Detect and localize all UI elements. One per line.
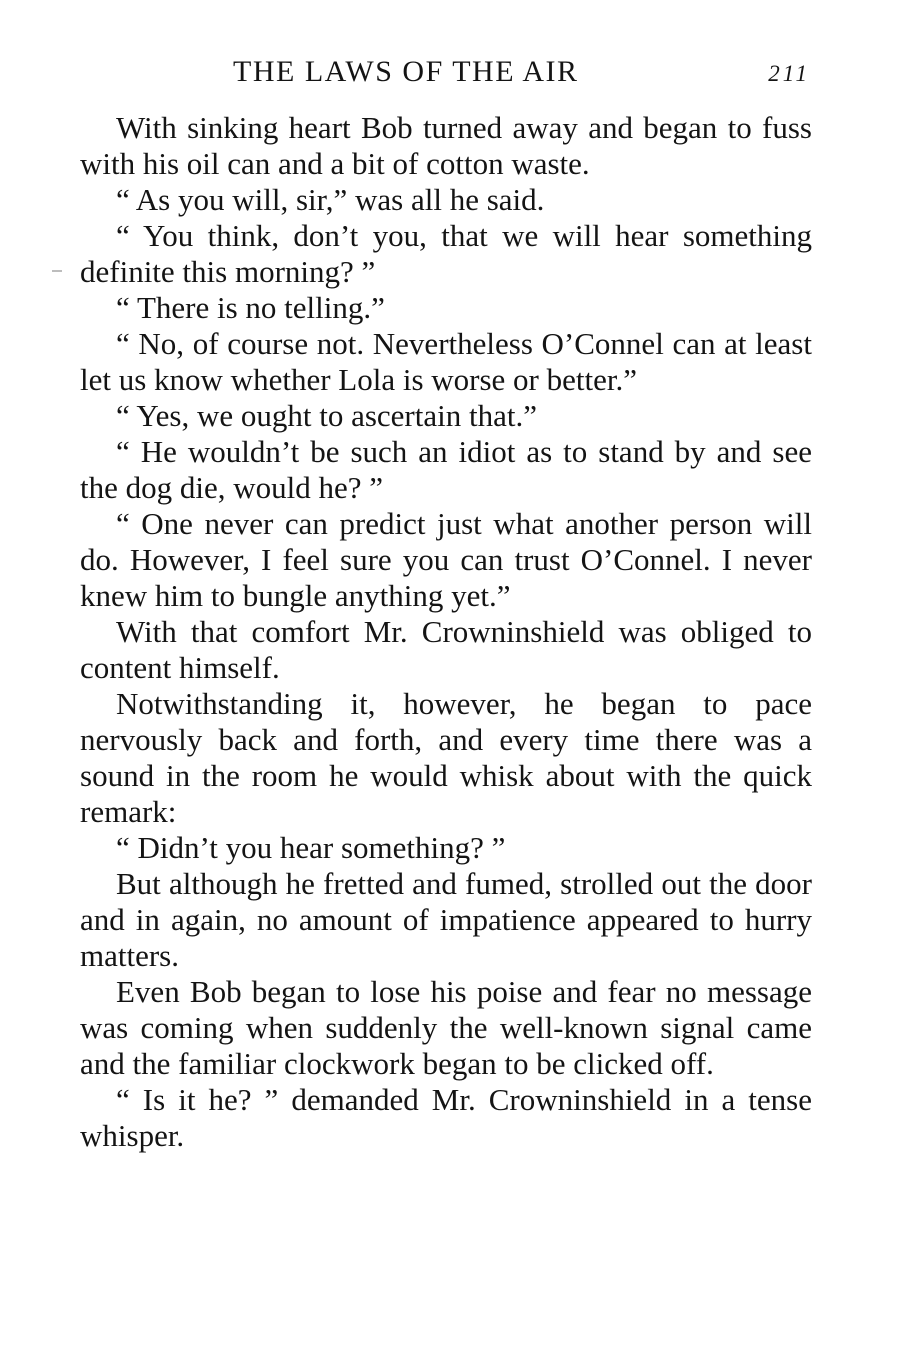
paragraph: “ One never can predict just what another person will do. However, I feel sure you can trust O’Connel. I never knew him to bungle anything yet.” bbox=[80, 506, 812, 613]
margin-mark bbox=[52, 270, 62, 272]
paragraph: “ No, of course not. Nevertheless O’Connel can at least let us know whether Lola is worse or better.” bbox=[80, 326, 812, 397]
paragraph: Even Bob began to lose his poise and fear no message was coming when suddenly the well-known signal came and the familiar clockwork began to be clicked off. bbox=[80, 974, 812, 1081]
paragraph: “ He wouldn’t be such an idiot as to stand by and see the dog die, would he? ” bbox=[80, 434, 812, 505]
paragraph: “ Didn’t you hear something? ” bbox=[116, 830, 506, 865]
paragraph: With sinking heart Bob turned away and began to fuss with his oil can and a bit of cotton waste. bbox=[80, 110, 812, 181]
page-number: 211 bbox=[768, 61, 810, 86]
paragraph: Notwithstanding it, however, he began to pace nervously back and forth, and every time there was a sound in the room he would whisk about with the quick remark: bbox=[80, 686, 812, 829]
paragraph: “ There is no telling.” bbox=[116, 290, 385, 325]
paragraph: “ Is it he? ” demanded Mr. Crowninshield in a tense whisper. bbox=[80, 1082, 812, 1153]
paragraph: But although he fretted and fumed, strolled out the door and in again, no amount of impatience appeared to hurry matters. bbox=[80, 866, 812, 973]
paragraph: “ You think, don’t you, that we will hear something definite this morning? ” bbox=[80, 218, 812, 289]
paragraph: “ Yes, we ought to ascertain that.” bbox=[116, 398, 537, 433]
page-text bbox=[80, 110, 812, 1154]
running-head: THE LAWS OF THE AIR bbox=[233, 55, 579, 88]
paragraph: “ As you will, sir,” was all he said. bbox=[116, 182, 545, 217]
page-header bbox=[80, 52, 812, 92]
paragraph: With that comfort Mr. Crowninshield was obliged to content himself. bbox=[80, 614, 812, 685]
